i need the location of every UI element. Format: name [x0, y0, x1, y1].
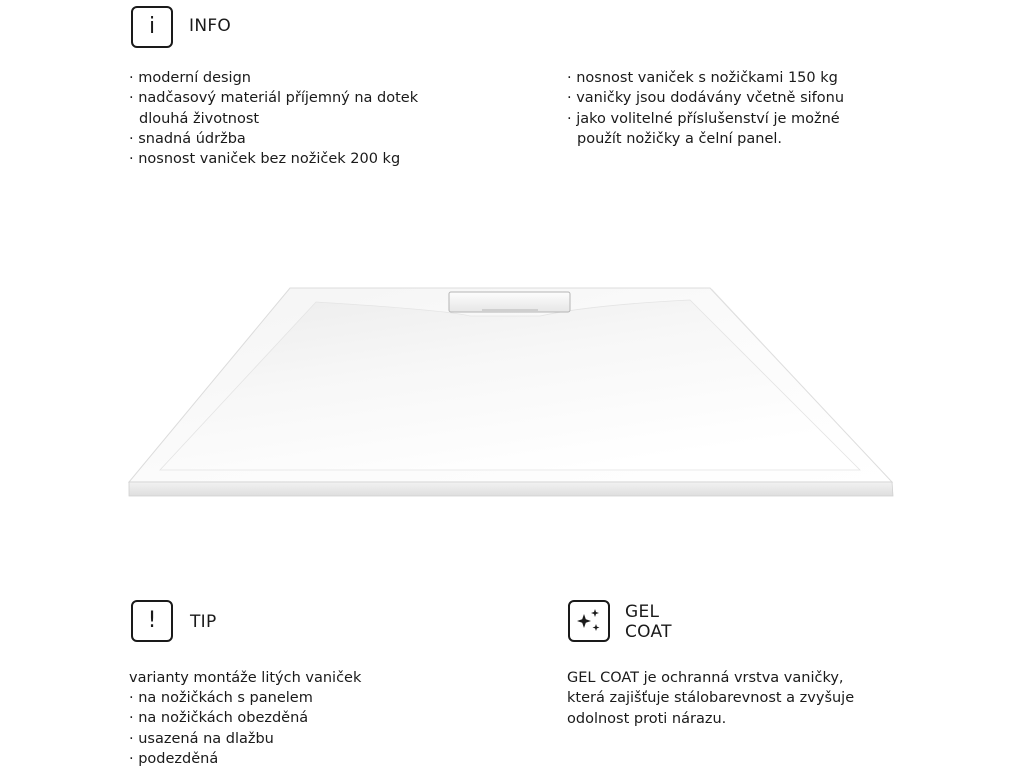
list-item: · jako volitelné příslušenství je možné	[567, 110, 840, 127]
list-item: · nosnost vaniček bez nožiček 200 kg	[129, 151, 401, 168]
list-item: · moderní design	[129, 70, 251, 86]
sparkles-icon-glyph	[574, 606, 604, 636]
list-item: · snadná údržba	[129, 130, 246, 147]
list-item: · usazená na dlažbu	[129, 730, 274, 747]
list-item: dlouhá životnost	[139, 110, 260, 127]
tip-list	[129, 688, 313, 769]
list-item: · podezděná	[129, 750, 219, 767]
list-item: · na nožičkách obezděná	[129, 710, 309, 727]
sparkles-icon	[568, 600, 610, 642]
list-item: · na nožičkách s panelem	[129, 690, 313, 706]
list-item: · vaničky jsou dodávány včetně sifonu	[567, 90, 845, 107]
info-icon: i	[131, 6, 173, 48]
gelcoat-description: GEL COAT je ochranná vrstva vaničky, která zajišťuje stálobarevnost a zvyšuje odolnost proti nárazu.	[567, 670, 855, 727]
drain-cover-slot	[482, 309, 538, 312]
tray-front-edge	[129, 482, 893, 496]
list-item: použít nožičky a čelní panel.	[577, 130, 783, 147]
gelcoat-title: GEL COAT	[625, 602, 672, 642]
info-title: INFO	[189, 16, 232, 36]
tip-intro: varianty montáže litých vaniček	[129, 670, 362, 686]
list-item: · nadčasový materiál příjemný na dotek	[129, 90, 419, 107]
exclamation-icon: !	[131, 600, 173, 642]
tip-title: TIP	[190, 612, 217, 632]
list-item: · nosnost vaniček s nožičkami 150 kg	[567, 70, 838, 86]
